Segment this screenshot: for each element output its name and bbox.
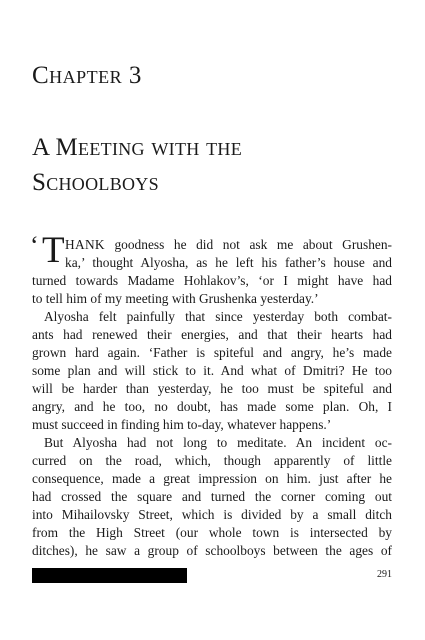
drop-cap: T — [42, 230, 65, 271]
text-line: But Alyosha had not long to meditate. An incident oc- — [44, 435, 392, 450]
text-line: ka,’ thought Alyosha, as he left his father’s house and — [65, 255, 392, 270]
page-number: 291 — [377, 569, 392, 580]
text-line: some plan and will stick to it. And what of Dmitri? He too — [32, 363, 392, 378]
text-line: grown hard again. ‘Father is spiteful and angry, he’s made — [32, 345, 392, 360]
drop-cap-word-rest: HANK — [65, 237, 105, 252]
text-line: from the High Street (our whole town is intersected by — [32, 525, 392, 540]
body-text — [30, 230, 392, 560]
text-line: ants had renewed their energies, and that their hearts had — [32, 327, 392, 342]
text-line: ditches), he saw a group of schoolboys between the ages of — [32, 543, 392, 558]
opening-quote-mark: ‘ — [30, 231, 39, 260]
text-line: must succeed in finding him to-day, whatever happens.’ — [32, 417, 332, 432]
opening-paragraph-start — [30, 230, 392, 272]
chapter-label: Chapter 3 — [32, 62, 142, 89]
chapter-title-line: A Meeting with the — [32, 134, 242, 161]
text-line: will be harder than yesterday, he too must be spiteful and — [32, 381, 392, 396]
text-line: angry, and he too, no doubt, has made some plan. Oh, I — [32, 399, 392, 414]
text-line: had crossed the square and turned the corner coming out — [32, 489, 392, 504]
text-line-content: goodness he did not ask me about Grushen- — [104, 237, 392, 252]
text-line: into Mihailovsky Street, which is divided by a small ditch — [32, 507, 392, 522]
text-line: curred on the road, which, though apparently of little — [32, 453, 392, 468]
text-line: consequence, made a great impression on him. just after he — [32, 471, 392, 486]
chapter-title — [32, 130, 392, 200]
text-line: to tell him of my meeting with Grushenka yesterday.’ — [32, 291, 319, 306]
text-line: Alyosha felt painfully that since yesterday both combat- — [44, 309, 392, 324]
chapter-title-line: Schoolboys — [32, 169, 159, 196]
text-line: turned towards Madame Hohlakov’s, ‘or I might have had — [32, 273, 392, 288]
text-line — [32, 236, 392, 254]
redaction-bar — [32, 568, 187, 583]
